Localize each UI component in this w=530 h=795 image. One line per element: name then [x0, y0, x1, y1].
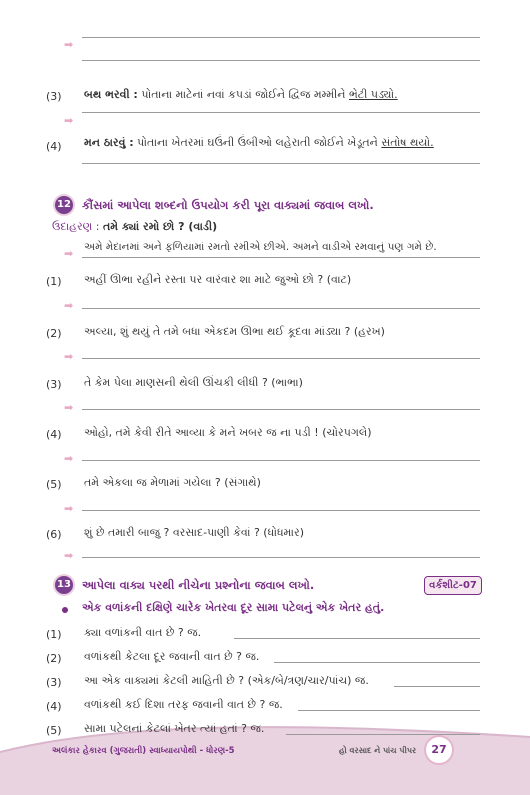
page-number: 27 — [424, 735, 454, 765]
question-number: (1) — [46, 275, 62, 288]
question-text: આ એક વાક્યમાં કેટલી માહિતી છે ? (એક/બે/ત્રણ/ચાર/પાંચ) જ. — [84, 674, 369, 687]
answer-line[interactable] — [82, 163, 480, 164]
answer-line[interactable] — [394, 686, 480, 687]
answer-line[interactable] — [82, 257, 480, 258]
answer-line[interactable] — [234, 638, 480, 639]
question-number: (6) — [46, 528, 62, 541]
section-heading: આપેલા વાક્ય પરથી નીચેના પ્રશ્નોના જવાબ લખો. — [82, 578, 315, 592]
question-text: તમે એકલા જ મેળામાં ગયેલા ? (સંગાથે) — [84, 476, 261, 489]
item-text: પોતાના માટેનાં નવાં કપડાં જોઈને દ્વિજ મમ્મીને — [141, 88, 346, 101]
arrow-icon: ➡ — [64, 502, 74, 515]
answer-line[interactable] — [82, 37, 480, 38]
question-text: વળાંકથી કઈ દિશા તરફ જવાની વાત છે ? જ. — [84, 698, 283, 711]
item-number: (3) — [46, 90, 62, 103]
section-number-badge: 12 — [55, 196, 73, 214]
question-text: સામા પટેલનાં કેટલાં ખેતર ત્યાં હતાં ? જ. — [84, 722, 265, 735]
arrow-icon: ➡ — [64, 350, 74, 363]
arrow-icon: ➡ — [64, 452, 74, 465]
answer-line[interactable] — [82, 60, 480, 61]
item-answer: ભેટી પડ્યો. — [349, 88, 398, 101]
answer-line[interactable] — [82, 308, 480, 309]
answer-line[interactable] — [82, 460, 480, 461]
item-term: બથ ભરવી : — [84, 88, 138, 101]
answer-line[interactable] — [82, 510, 480, 511]
question-text: અહીં ઊભા રહીને રસ્તા પર વારંવાર શા માટે જુઓ છો ? (વાટ) — [84, 273, 352, 286]
item-sentence — [84, 136, 434, 150]
item-term: મન ઠારવું : — [84, 136, 134, 149]
answer-line[interactable] — [82, 112, 480, 113]
question-number: (2) — [46, 327, 62, 340]
arrow-icon: ➡ — [64, 114, 74, 127]
question-number: (5) — [46, 724, 62, 737]
question-text: શું છે તમારી બાજુ ? વરસાદ-પાણી કેવાં ? (ધોધમાર) — [84, 526, 304, 539]
answer-line[interactable] — [298, 710, 480, 711]
statement: એક વળાંકની દક્ષિણે ચારેક ખેતરવા દૂર સામા પટેલનું એક ખેતર હતું. — [82, 601, 385, 614]
arrow-icon: ➡ — [64, 299, 74, 312]
question-text: વળાંકથી કેટલા દૂર જવાની વાત છે ? જ. — [84, 650, 260, 663]
answer-line[interactable] — [82, 557, 480, 558]
answer-line[interactable] — [82, 358, 480, 359]
example-line — [52, 220, 217, 234]
example-label: ઉદાહરણ : — [52, 220, 100, 233]
question-number: (4) — [46, 700, 62, 713]
question-text: તે કેમ પેલા માણસની થેલી ઊંચકી લીધી ? (ભાભા) — [84, 376, 303, 389]
arrow-icon: ➡ — [64, 549, 74, 562]
question-number: (4) — [46, 428, 62, 441]
section-heading: કૌંસમાં આપેલા શબ્દનો ઉપયોગ કરી પૂરા વાક્યમાં જવાબ લખો. — [82, 198, 374, 212]
item-number: (4) — [46, 140, 62, 153]
question-number: (1) — [46, 628, 62, 641]
footer-book-title: અલંકાર હેકારવ (ગુજરાતી) સ્વાધ્યાયપોથી - ધોરણ-5 — [52, 746, 235, 756]
question-text: ઓહો, તમે કેવી રીતે આવ્યા કે મને ખબર જ ના પડી ! (ચોરપગલે) — [84, 426, 372, 439]
worksheet-badge: વર્કશીટ-07 — [424, 576, 482, 595]
question-number: (5) — [46, 478, 62, 491]
footer-chapter-title: હો વરસાદ ને પાંચ પીપર — [339, 746, 417, 755]
item-text: પોતાના ખેતરમાં ઘઉંની ઉંબીઓ લહેરાતી જોઈને ખેડૂતને — [137, 136, 378, 149]
arrow-icon: ➡ — [64, 401, 74, 414]
item-answer: સંતોષ થયો. — [381, 136, 434, 149]
section-number-badge: 13 — [55, 576, 73, 594]
answer-line[interactable] — [286, 734, 480, 735]
answer-line[interactable] — [274, 662, 480, 663]
question-number: (2) — [46, 652, 62, 665]
example-answer: અમે મેદાનમાં અને ફળિયામાં રમતો રમીએ છીએ. અમને વાડીએ રમવાનું પણ ગમે છે. — [84, 241, 437, 253]
question-text: અલ્યા, શું થયું તે તમે બધા એકદમ ઊભા થઈ કૂદવા માંડ્યા ? (હરખ) — [84, 325, 385, 338]
item-sentence — [84, 88, 398, 102]
example-question: તમે ક્યાં રમો છો ? (વાડી) — [102, 220, 218, 233]
arrow-icon: ➡ — [64, 247, 74, 260]
answer-line[interactable] — [82, 409, 480, 410]
question-number: (3) — [46, 378, 62, 391]
question-number: (3) — [46, 676, 62, 689]
question-text: ક્યા વળાંકની વાત છે ? જ. — [84, 626, 202, 639]
bullet-icon — [62, 607, 68, 613]
arrow-icon: ➡ — [64, 38, 74, 51]
